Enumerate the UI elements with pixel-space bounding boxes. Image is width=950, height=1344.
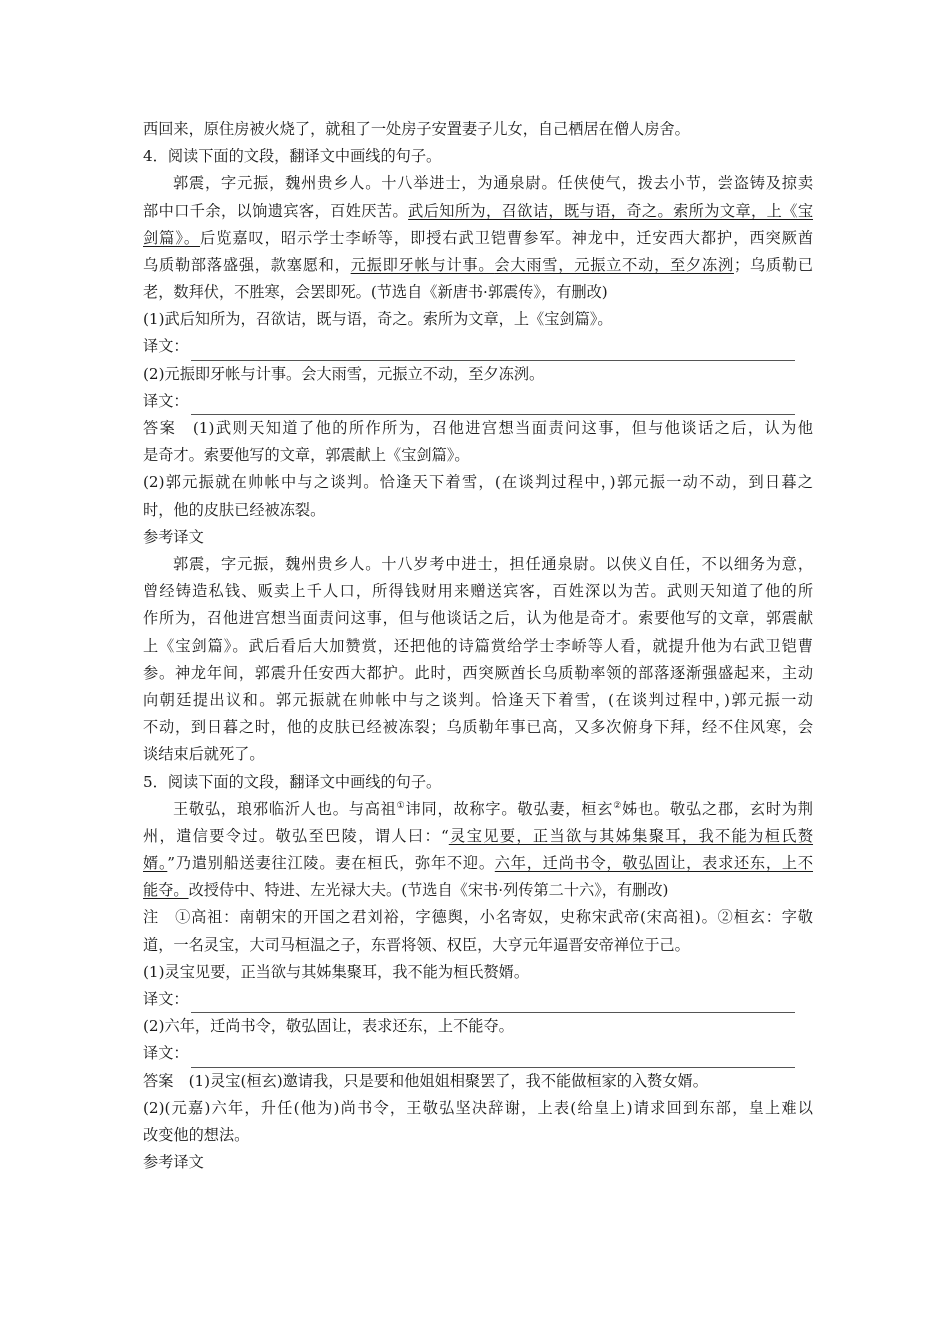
- underlined-sentence: 剑篇》。: [143, 228, 201, 247]
- translation-label: 译文：: [143, 391, 189, 410]
- reference-4-line: 参。神龙年间，郭震升任安西大都护。此时，西突厥酋长乌质勒率领的部落逐渐强盛起来，主动: [143, 663, 813, 682]
- passage-4-line: [143, 225, 813, 252]
- underlined-sentence: 武后知所为，召欲诘，既与语，奇之。索所为文章，上《宝: [408, 201, 814, 220]
- footnote-marker: ②: [613, 800, 623, 811]
- underlined-sentence: 元振即牙帐与计事。: [350, 255, 495, 274]
- passage-4-line: 老，数拜伏，不胜寒，会罢即死。(节选自《新唐书·郭震传》，有删改): [143, 283, 608, 302]
- passage-5-line: [143, 796, 813, 823]
- answer-blank-line[interactable]: [191, 998, 795, 1013]
- passage-text: 姊也。敬弘之郡，玄时为荆: [622, 799, 813, 818]
- passage-5-line: [143, 850, 813, 877]
- reference-4-line: 上《宝剑篇》。武后看后大加赞赏，还把他的诗篇赏给学士李峤等人看，就提升他为右武卫铠曹: [143, 636, 813, 655]
- translation-blank: [143, 986, 813, 1013]
- underlined-sentence: 灵宝见要，正当欲与其姊集聚耳，我不能为桓氏赘: [448, 826, 814, 845]
- underlined-sentence: 能夺。: [143, 881, 189, 900]
- passage-text: 王敬弘，琅邪临沂人也。与高祖: [173, 799, 397, 818]
- passage-4-line: [143, 252, 813, 279]
- document-page: [143, 116, 813, 1176]
- passage-text: 州，遣信要令过。敬弘至巴陵，谓人曰：“: [143, 826, 449, 845]
- passage-text: ”乃遣别船送妻往江陵。妻在桓氏，弥年不迎。: [167, 854, 495, 873]
- reference-4-line: 向朝廷提出议和。郭元振就在帅帐中与之谈判。恰逢天下着雪，(在谈判过程中，)郭元振一动: [143, 690, 813, 709]
- answer-4-line: 是奇才。索要他写的文章，郭震献上《宝剑篇》。: [143, 446, 470, 465]
- translation-label: 译文：: [143, 337, 189, 356]
- reference-4-line: 谈结束后就死了。: [143, 745, 265, 764]
- translation-blank: [143, 388, 813, 415]
- answer-4-line: 答案 (1)武则天知道了他的所作所为，召他进宫想当面责问这事，但与他谈话之后，认为他: [143, 419, 813, 438]
- passage-5-line: [143, 877, 813, 904]
- underlined-sentence: 婿。: [143, 854, 168, 873]
- passage-4-line: 郭震，字元振，魏州贵乡人。十八举进士，为通泉尉。任侠使气，拨去小节，尝盗铸及掠卖: [173, 174, 813, 193]
- answer-blank-line[interactable]: [191, 1053, 795, 1068]
- question-4-1: (1)武后知所为，召欲诘，既与语，奇之。索所为文章，上《宝剑篇》。: [143, 310, 613, 329]
- translation-label: 译文：: [143, 1044, 189, 1063]
- reference-4-line: 不动，到日暮之时，他的皮肤已经被冻裂；乌质勒年事已高，又多次俯身下拜，经不住风寒，会: [143, 718, 813, 737]
- text-line: 西回来，原住房被火烧了，就租了一处房子安置妻子儿女，自己栖居在僧人房舍。: [143, 120, 690, 138]
- passage-text: 改授侍中、特进、左光禄大夫。(节选自《宋书·列传第二十六》，有删改): [188, 881, 669, 900]
- passage-text: 后览嘉叹，昭示学士李峤等，即授右武卫铠曹参军。神龙中，迁安西大都护，西突厥酋: [200, 228, 813, 247]
- question-4-2: (2)元振即牙帐与计事。会大雨雪，元振立不动，至夕冻洌。: [143, 364, 545, 383]
- passage-text: ；乌质勒已: [733, 255, 814, 274]
- answer-5-line: 答案 (1)灵宝(桓玄)邀请我，只是要和他姐姐相聚罢了，我不能做桓家的入赘女婿。: [143, 1071, 708, 1090]
- reference-4-line: 曾经铸造私钱、贩卖上千人口，所得钱财用来赠送宾客，百姓深以为苦。武则天知道了他的所: [143, 582, 813, 601]
- note-line: 注 ①高祖：南朝宋的开国之君刘裕，字德舆，小名寄奴，史称宋武帝(宋高祖)。②桓玄：字敬: [143, 908, 813, 927]
- question-4-title: 4．阅读下面的文段，翻译文中画线的句子。: [143, 147, 442, 166]
- question-5-1: (1)灵宝见要，正当欲与其姊集聚耳，我不能为桓氏赘婿。: [143, 962, 530, 981]
- footnote-marker: ①: [396, 800, 406, 811]
- passage-4-line: [143, 198, 813, 225]
- translation-blank: [143, 1040, 813, 1067]
- answer-4-line: 时，他的皮肤已经被冻裂。: [143, 500, 326, 519]
- reference-4-line: 郭震，字元振，魏州贵乡人。十八岁考中进士，担任通泉尉。以侠义自任，不以细务为意，: [173, 555, 813, 573]
- question-5-2: (2)六年，迁尚书令，敬弘固让，表求还东，上不能夺。: [143, 1017, 514, 1036]
- translation-label: 译文：: [143, 989, 189, 1008]
- passage-text: 讳同，故称字。敬弘妻，桓玄: [405, 799, 614, 818]
- passage-text: 部中口千余，以饷遗宾客，百姓厌苦。: [143, 201, 409, 220]
- answer-5-line: 改变他的想法。: [143, 1125, 250, 1144]
- translation-blank: [143, 334, 813, 361]
- reference-translation-title: 参考译文: [143, 527, 204, 546]
- passage-5-line: [143, 823, 813, 850]
- reference-translation-title: 参考译文: [143, 1153, 204, 1172]
- note-line: 道，一名灵宝，大司马桓温之子，东晋将领、权臣，大亨元年逼晋安帝禅位于己。: [143, 935, 690, 954]
- answer-4-line: (2)郭元振就在帅帐中与之谈判。恰逢天下着雪，(在谈判过程中，)郭元振一动不动，到日暮之: [143, 473, 813, 492]
- underlined-sentence: 会大雨雪，元振立不动，至夕冻洌: [494, 255, 734, 274]
- passage-text: 乌质勒部落盛强，款塞愿和，: [143, 255, 351, 274]
- underlined-sentence: 六年，迁尚书令，敬弘固让，表求还东，上不: [494, 854, 814, 873]
- reference-4-line: 作所为，召他进宫想当面责问这事，但与他谈话之后，认为他是奇才。索要他写的文章，郭震献: [143, 609, 813, 628]
- answer-blank-line[interactable]: [191, 346, 795, 361]
- answer-blank-line[interactable]: [191, 400, 795, 415]
- answer-5-line: (2)(元嘉)六年，升任(他为)尚书令，王敬弘坚决辞谢，上表(给皇上)请求回到东部，皇上难以: [143, 1098, 813, 1117]
- question-5-title: 5．阅读下面的文段，翻译文中画线的句子。: [143, 772, 442, 791]
